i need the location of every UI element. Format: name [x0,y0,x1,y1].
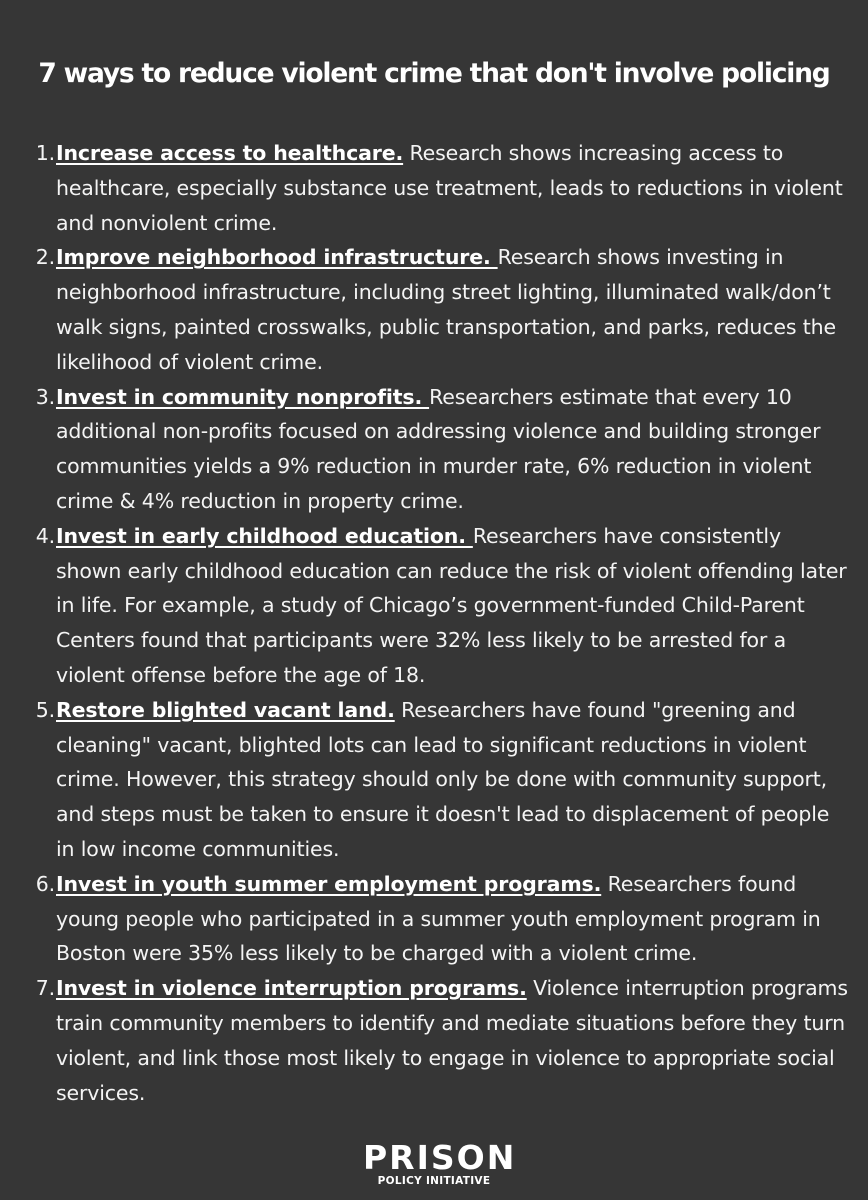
list-item [30,867,848,971]
list-item-text: Researchers have found "greening and cleaning" vacant, blighted lots can lead to significant reductions in violent crime. However, this strategy should only be done with community support, and steps must be taken to ensure it doesn't lead to displacement of people in low income communities. [56,697,830,861]
list-item-text: Research shows investing in neighborhood infrastructure, including street lighting, illuminated walk/don’t walk signs, painted crosswalks, public transportation, and parks, reduces the likelihood of violent crime. [56,245,836,374]
list-item [30,136,848,240]
list-item [30,971,848,1110]
list-item-number: 6. [35,871,55,896]
list-item [30,519,848,693]
list-item-heading: Increase access to healthcare. [56,141,404,165]
list-item-text: Researchers have consistently shown early childhood education can reduce the risk of violent offending later in life. For example, a study of Chicago’s government-funded Child-Parent Centers found that participants were 32% less likely to be arrested for a violent offense before the age of 18. [56,523,847,687]
strategy-list [30,136,848,1110]
list-item-heading: Restore blighted vacant land. [56,697,395,722]
list-item-number: 5. [35,697,55,722]
list-item-heading: Invest in violence interruption programs. [56,976,527,1001]
list-item-text: Researchers estimate that every 10 additional non-profits focused on addressing violence and building stronger communities yields a 9% reduction in murder rate, 6% reduction in violent crime & 4% reduction in property crime. [56,384,821,513]
list-item-body [55,380,848,519]
list-item-number: 4. [35,523,55,548]
list-item [30,240,848,379]
logo-wordmark-bottom: POLICY INITIATIVE [377,1175,491,1187]
list-item-body [55,240,848,379]
list-item-heading: Invest in early childhood education. [56,523,473,548]
list-item [30,693,848,867]
prison-policy-initiative-logo [363,1138,517,1188]
logo-wordmark-top: PRISON [363,1138,517,1177]
list-item-body [55,519,848,693]
list-item-heading: Improve neighborhood infrastructure. [56,245,498,270]
list-item-body [55,693,848,867]
list-item [30,380,848,519]
page-title: 7 ways to reduce violent crime that don't involve policing [38,58,830,89]
list-item-body [55,867,848,971]
list-item-text: Research shows increasing access to healthcare, especially substance use treatment, leads to reductions in violent and nonviolent crime. [56,141,843,235]
list-item-heading: Invest in youth summer employment programs. [56,871,602,896]
list-item-body [55,971,848,1110]
list-item-body [55,136,848,240]
list-item-number: 1. [35,141,55,165]
list-item-heading: Invest in community nonprofits. [56,384,430,409]
list-item-text: Violence interruption programs train community members to identify and mediate situations before they turn violent, and link those most likely to engage in violence to appropriate social services. [56,976,848,1105]
list-item-number: 2. [35,245,55,270]
list-item-number: 7. [35,976,55,1001]
list-item-number: 3. [35,384,55,409]
list-item-text: Researchers found young people who participated in a summer youth employment program in Boston were 35% less likely to be charged with a violent crime. [56,871,821,966]
